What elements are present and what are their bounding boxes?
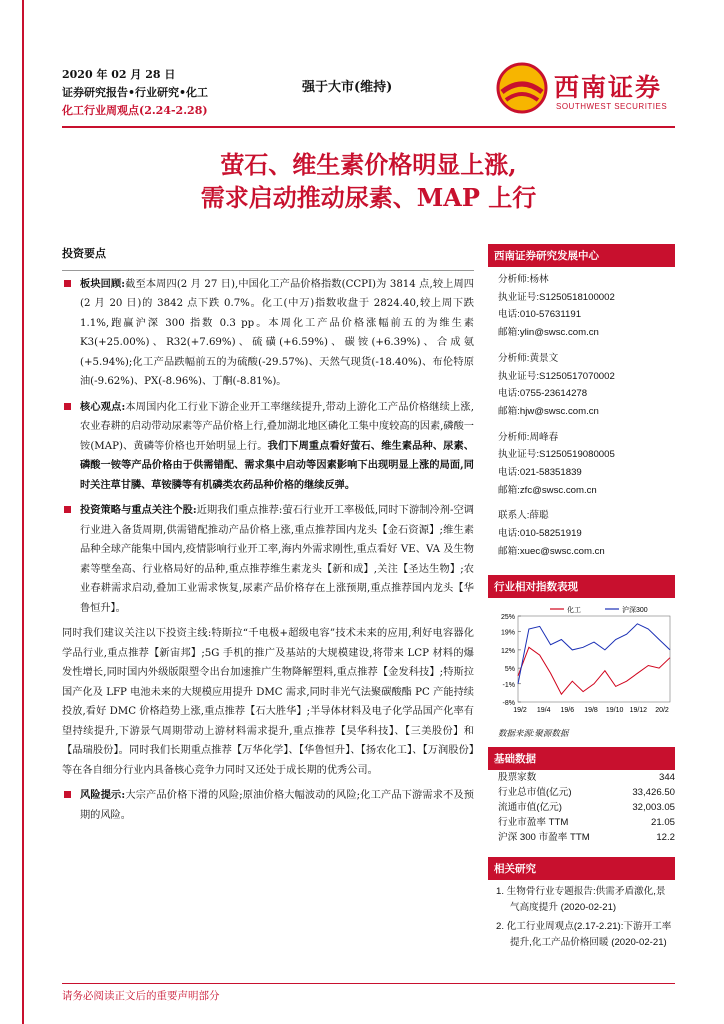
analyst-email: 邮箱:zfc@swsc.com.cn: [498, 484, 597, 496]
x-tick-label: 19/2: [513, 706, 527, 714]
table-row: [498, 815, 675, 830]
sidebar-heading-basic-data: 基础数据: [488, 747, 675, 770]
basic-key: 流通市值(亿元): [498, 801, 562, 813]
y-tick-label: 5%: [504, 665, 515, 673]
bullet-bold-text: 我们下周重点看好萤石、维生素品种、尿素、磷酸一铵等产品价格由于供需错配、需求集中启动等因素影响下出现明显上涨的局面,同时关注草甘膦、草铵膦等有机磷类农药品种价格的继续反弹。: [80, 439, 475, 491]
analyst-name: 分析师:周峰春: [498, 431, 559, 443]
sidebar-heading-chart: 行业相对指数表现: [488, 575, 675, 598]
chart-source: 数据来源:聚源数据: [498, 727, 569, 738]
contact-email: 邮箱:xuec@swsc.com.cn: [498, 545, 605, 557]
basic-key: 沪深 300 市盈率 TTM: [498, 831, 590, 843]
report-header-meta: [62, 66, 208, 120]
sidebar: [488, 244, 675, 954]
related-item[interactable]: 2. 化工行业周观点(2.17-2.21):下游开工率提升,化工产品价格回暖 (2020-02-21): [496, 920, 672, 949]
x-tick-label: 20/2: [655, 706, 669, 714]
basic-value: 344: [658, 771, 675, 783]
investment-themes-paragraph: 同时我们建议关注以下投资主线:特斯拉“千电极+超级电容”技术未来的应用,利好电容器化学品行业,重点推荐【新宙邦】;5G 手机的推广及基站的大规模建设,将带来 LCP 材料的爆发性增长,同时国内外级版限塑令出台加速推广生物降解塑料,重点推荐【金发科技】;特斯拉国产化及 LFP 电池未来的大规模应用提升 DMC 需求,同时非光气法聚碳酸酯 PC 产能持续投放,看好 DMC 价格趋势上涨,重点推荐【石大胜华】;半导体材料及电子化学品国产化率有望持续提升,下游景气周期带动上游材料需求提升,重点推荐【昊华科技】、【三美股份】和【晶瑞股份】。同时我们长期重点推荐【万华化学】、【华鲁恒升】、【扬农化工】、【万润股份】等在各自细分行业内具备核心竞争力同时又还处于成长期的优秀公司。: [62, 628, 474, 776]
bullet-risk: [62, 786, 474, 825]
analyst-cert: 执业证号:S1250517070002: [498, 370, 615, 382]
company-logo: [496, 62, 676, 118]
section-rule: [62, 270, 474, 271]
x-tick-label: 19/6: [560, 706, 575, 714]
bullet-label: 板块回顾:: [80, 277, 126, 290]
table-row: [498, 830, 675, 845]
bullet-text: 本周国内化工行业下游企业开工率继续提升,带动上游化工产品价格继续上涨,农业春耕的启动带动尿素等产品价格上行,叠加湖北地区磷化工集中度较高的因素,磷酸一铵(MAP)、黄磷等价格也开始明显上行。: [80, 401, 474, 452]
analyst-name: 分析师:黄景文: [498, 352, 559, 364]
related-research-list: [488, 884, 675, 952]
bullet-label: 核心观点:: [80, 400, 126, 413]
analyst-phone: 电话:010-57631191: [498, 309, 582, 321]
bullet-marker-icon: [64, 280, 71, 287]
logo-chinese-name: 西南证券: [554, 73, 663, 102]
analyst-name: 分析师:杨林: [498, 274, 549, 285]
table-row: [498, 800, 675, 815]
bullet-marker-icon: [64, 403, 71, 410]
x-tick-label: 19/12: [629, 706, 648, 714]
y-tick-label: -8%: [502, 699, 515, 707]
legend-label: 化工: [567, 606, 581, 614]
analyst-cert: 执业证号:S1250518100002: [498, 291, 615, 303]
report-date: 2020 年 02 月 28 日: [62, 68, 176, 81]
analyst-list: [488, 271, 675, 561]
report-title: [62, 148, 675, 214]
analyst-cert: 执业证号:S1250519080005: [498, 449, 615, 461]
bullet-label: 风险提示:: [80, 789, 126, 801]
footer-disclaimer: 请务必阅读正文后的重要声明部分: [62, 990, 220, 1002]
basic-value: 33,426.50: [632, 786, 675, 798]
logo-emblem-icon: [496, 62, 548, 114]
x-tick-label: 19/8: [584, 706, 598, 714]
basic-value: 21.05: [650, 816, 675, 828]
sidebar-heading-related: 相关研究: [488, 857, 675, 880]
sidebar-heading-research-center: 西南证券研究发展中心: [488, 244, 675, 267]
bullet-label: 投资策略与重点关注个股:: [80, 504, 197, 516]
industry-rating: 强于大市(维持): [302, 80, 393, 95]
relative-index-chart: [488, 602, 675, 720]
related-item[interactable]: 1. 生物骨行业专题报告:供需矛盾激化,景气高度提升 (2020-02-21): [496, 885, 666, 913]
analyst-email: 邮箱:hjw@swsc.com.cn: [498, 405, 599, 417]
title-line-2: 需求启动推动尿素、MAP 上行: [200, 183, 537, 212]
report-category: 证券研究报告•行业研究•化工: [62, 86, 209, 99]
x-tick-label: 19/10: [605, 706, 624, 714]
title-line-1: 萤石、维生素价格明显上涨,: [220, 150, 517, 179]
left-red-rule: [22, 0, 24, 1024]
basic-value: 32,003.05: [632, 801, 675, 813]
bullet-core-view: [62, 398, 474, 496]
basic-key: 行业总市值(亿元): [498, 786, 572, 798]
header-divider: [62, 126, 675, 128]
y-tick-label: 25%: [500, 613, 515, 621]
section-heading: 投资要点: [62, 247, 106, 260]
contact-card: [498, 507, 675, 560]
bullet-text: 截至本周四(2 月 27 日),中国化工产品价格指数(CCPI)为 3814 点,较上周四(2 月 20 日)的 3842 点下跌 0.7%。化工(中万)指数收盘于 2824.40,较上周下跌 1.1%,跑赢沪深 300 指数 0.3 pp。本周化工产品价格涨幅前五的为维生素 K3(+25.00%)、R32(+7.69%)、硫磺(+6.59%)、碳铵(+6.39%)、合成氨(+5.94%);化工产品跌幅前五的为硫酸(-29.57%)、天然气现货(-18.40%)、布伦特原油(-9.62%)、PX(-8.96%)、丁酮(-8.81%)。: [80, 278, 474, 387]
table-row: [498, 770, 675, 785]
bullet-marker-icon: [64, 791, 71, 798]
analyst-phone: 电话:0755-23614278: [498, 388, 588, 400]
analyst-email: 邮箱:ylin@swsc.com.cn: [498, 327, 599, 339]
contact-name: 联系人:薛聪: [498, 510, 549, 522]
footer-divider: [62, 983, 675, 984]
series-line-chemical: [518, 647, 670, 694]
legend-label: 沪深300: [622, 606, 648, 614]
analyst-phone: 电话:021-58351839: [498, 467, 582, 479]
logo-english-name: SOUTHWEST SECURITIES: [556, 102, 668, 111]
y-tick-label: -1%: [502, 681, 515, 689]
basic-data-table: [498, 770, 675, 845]
x-tick-label: 19/4: [536, 706, 551, 714]
bullet-text: 大宗产品价格下滑的风险;原油价格大幅波动的风险;化工产品下游需求不及预期的风险。: [80, 790, 474, 821]
y-tick-label: 19%: [500, 629, 515, 637]
basic-key: 股票家数: [498, 771, 537, 783]
bullet-marker-icon: [64, 506, 71, 513]
bullet-strategy: [62, 501, 474, 618]
y-tick-label: 12%: [500, 647, 515, 655]
analyst-card: [498, 271, 675, 342]
table-row: [498, 785, 675, 800]
bullet-market-review: [62, 275, 474, 392]
analyst-card: [498, 429, 675, 500]
basic-value: 12.2: [656, 831, 675, 843]
series-line-hs300: [518, 623, 670, 683]
analyst-card: [498, 350, 675, 421]
bullet-text: 近期我们重点推荐:萤石行业开工率极低,同时下游制冷剂-空调行业进入备货周期,供需错配推动产品价格上涨,重点推荐国内龙头【金石资源】;维生素品种全球产能集中国内,疫情影响行业开工率,海内外需求刚性,重点看好 VE、VA 及生物素等壁垒高、行业格局好的品种,重点推荐维生素龙头【新和成】,关注【圣达生物】;农业春耕需求启动,叠加工业需求恢复,尿素产品价格存在上涨预期,重点推荐国内龙头【华鲁恒升】。: [80, 505, 474, 614]
main-column: [62, 244, 474, 831]
basic-key: 行业市盈率 TTM: [498, 816, 569, 828]
report-series: 化工行业周观点(2.24-2.28): [62, 104, 208, 117]
contact-phone: 电话:010-58251919: [498, 528, 582, 540]
